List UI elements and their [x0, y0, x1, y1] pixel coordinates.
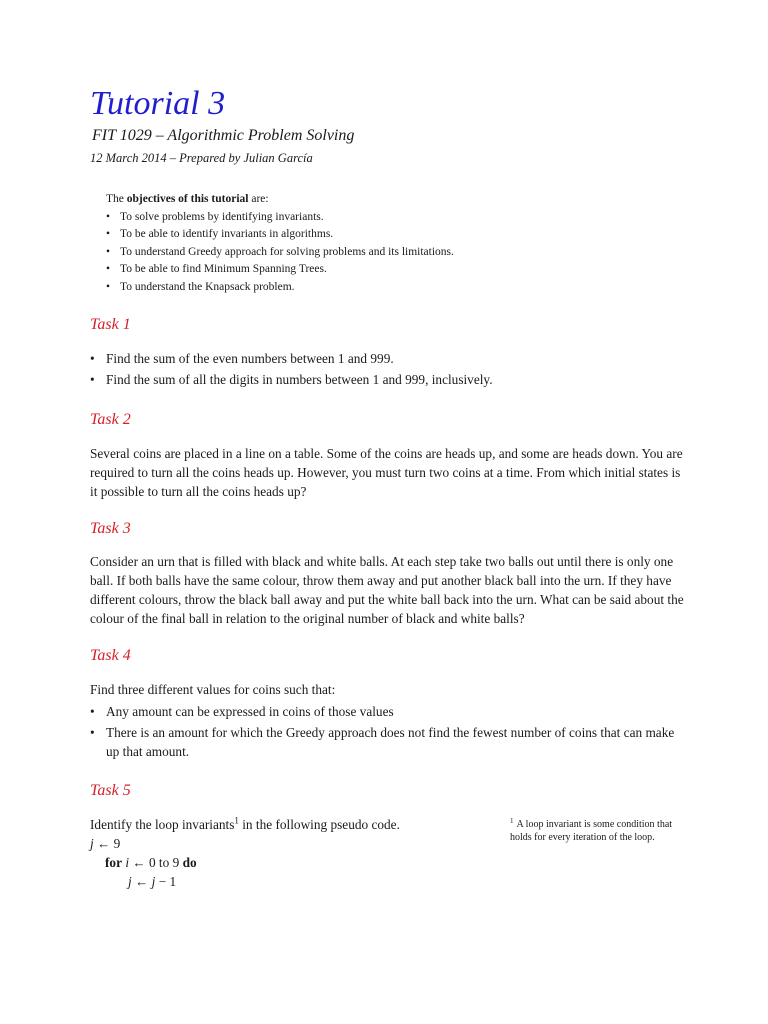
footnote-mark: 1 — [234, 815, 239, 826]
task-1-bullets — [90, 349, 690, 391]
task-3-text: Consider an urn that is filled with black and white balls. At each step take two balls out until there is only one ball. If both balls have the same colour, throw them away and put another black ball into the urn. If they have different colours, throw the black ball away and put the white ball back into the urn. What can be said about the colour of the final ball in relation to the original number of black and white balls? — [90, 554, 684, 626]
task-5-heading: Task 5 — [90, 782, 131, 799]
task-4-bullet: • There is an amount for which the Greedy approach does not find the fewest number of coins that can make up that amount. — [90, 723, 690, 761]
objectives-intro-prefix: The — [106, 193, 127, 205]
objective-item: • To be able to identify invariants in algorithms. — [106, 226, 666, 244]
code-keyword: for — [105, 855, 122, 870]
objectives-intro — [106, 191, 666, 209]
task-5-text-after: in the following pseudo code. — [238, 817, 400, 832]
code-var: j — [128, 874, 132, 889]
code-line-1 — [90, 834, 197, 853]
sidenote — [510, 818, 682, 844]
task-5-text — [90, 815, 490, 834]
task-4-heading: Task 4 — [90, 647, 131, 664]
task-1-heading: Task 1 — [90, 316, 131, 333]
objectives-intro-suffix: are: — [248, 193, 269, 205]
objective-item: • To solve problems by identifying invariants. — [106, 209, 666, 227]
task-5-text-before: Identify the loop invariants — [90, 817, 235, 832]
code-var: j — [151, 874, 156, 889]
code-line-2 — [90, 853, 197, 872]
objectives-list — [106, 209, 666, 297]
page-title: Tutorial 3 — [90, 85, 226, 122]
objectives-intro-bold: objectives of this tutorial — [126, 193, 249, 205]
pseudo-code — [90, 834, 197, 891]
objective-item: • To be able to find Minimum Spanning Trees. — [106, 261, 666, 279]
code-text: ← 9 — [93, 836, 121, 851]
code-var: i — [125, 855, 130, 870]
code-text: − 1 — [155, 874, 177, 889]
objective-item: • To understand the Knapsack problem. — [106, 279, 666, 297]
code-keyword: do — [182, 855, 197, 870]
task-1-bullet: • Find the sum of all the digits in numbers between 1 and 999, inclusively. — [90, 370, 690, 389]
task-1-bullet: • Find the sum of the even numbers between 1 and 999. — [90, 349, 690, 368]
objective-item: • To understand Greedy approach for solving problems and its limitations. — [106, 244, 666, 262]
task-2-heading: Task 2 — [90, 411, 131, 428]
objectives-block — [106, 191, 666, 296]
sidenote-number: 1 — [510, 816, 514, 825]
task-4-bullet: • Any amount can be expressed in coins of those values — [90, 702, 690, 721]
task-4-text: Find three different values for coins such that: — [90, 682, 336, 697]
task-4-bullets — [90, 702, 690, 763]
code-var: j — [90, 836, 94, 851]
code-text: ← 0 to 9 — [129, 855, 183, 870]
task-2-text: Several coins are placed in a line on a table. Some of the coins are heads up, and some are heads down. You are required to turn all the coins heads up. However, you must turn two coins at a time. From which initial states is it possible to turn all the coins heads up? — [90, 446, 683, 499]
sidenote-text: A loop invariant is some condition that holds for every iteration of the loop. — [510, 819, 673, 843]
code-line-3 — [90, 872, 197, 891]
dateline: 12 March 2014 – Prepared by Julian García — [90, 151, 313, 165]
course-subtitle: FIT 1029 – Algorithmic Problem Solving — [92, 127, 355, 144]
code-text: ← — [131, 874, 152, 889]
task-3-heading: Task 3 — [90, 520, 131, 537]
